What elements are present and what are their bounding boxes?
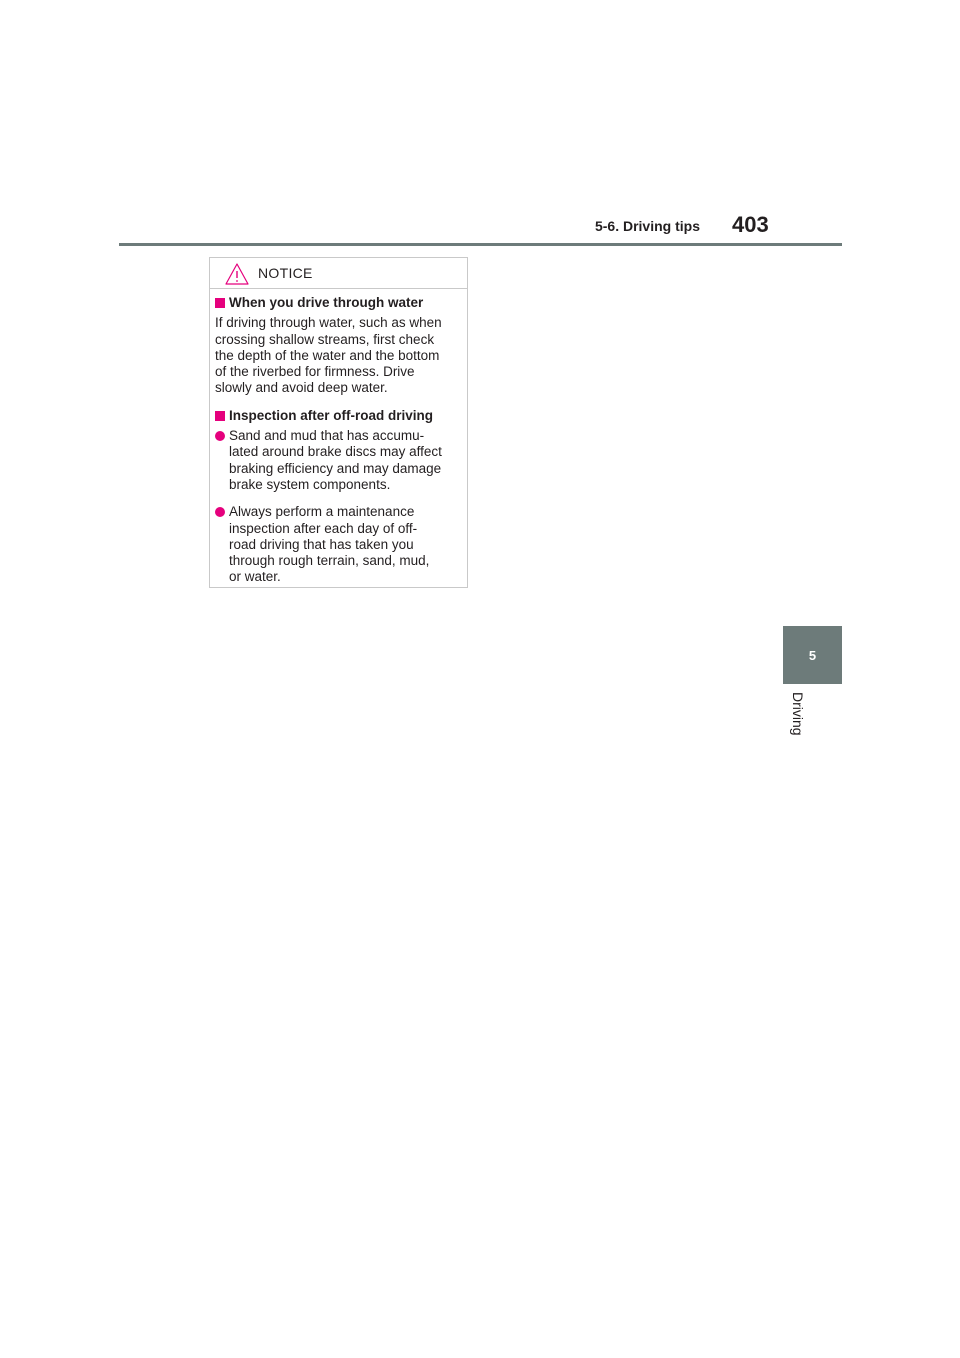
text-line: If driving through water, such as when	[215, 315, 442, 331]
circle-bullet-icon	[215, 507, 225, 517]
notice-box	[209, 257, 468, 588]
bullet-text	[229, 504, 429, 585]
heading-text: When you drive through water	[229, 295, 424, 310]
section-title: 5-6. Driving tips	[594, 218, 700, 234]
square-bullet-icon	[215, 298, 225, 308]
text-line: inspection after each day of off-	[229, 520, 418, 536]
text-line: brake system components.	[229, 476, 391, 492]
notice-title: NOTICE	[258, 265, 313, 281]
text-line: the depth of the water and the bottom	[215, 347, 440, 363]
text-line: or water.	[229, 569, 281, 585]
warning-triangle-icon	[224, 262, 250, 286]
text-line: crossing shallow streams, first check	[215, 331, 435, 347]
heading-text: Inspection after off-road driving	[229, 407, 434, 423]
text-line: road driving that has taken you	[229, 536, 414, 552]
text-line: slowly and avoid deep water.	[215, 380, 388, 396]
section-heading	[215, 408, 461, 424]
page-number: 403	[732, 212, 769, 237]
notice-header	[210, 258, 467, 289]
text-line: through rough terrain, sand, mud,	[229, 553, 430, 569]
text-line: Sand and mud that has accumu-	[229, 428, 425, 444]
bullet-item	[215, 504, 461, 585]
bullet-item	[215, 428, 461, 493]
circle-bullet-icon	[215, 431, 225, 441]
paragraph	[215, 315, 461, 396]
square-bullet-icon	[215, 411, 225, 421]
section-heading	[215, 295, 461, 311]
bullet-text	[229, 428, 442, 493]
text-line: lated around brake discs may affect	[229, 444, 442, 460]
text-line: braking efficiency and may damage	[229, 460, 442, 476]
header-divider	[119, 243, 842, 246]
text-line: of the riverbed for firmness. Drive	[215, 364, 415, 380]
chapter-label: Driving	[790, 692, 806, 736]
notice-body	[210, 289, 467, 586]
chapter-number: 5	[808, 647, 817, 663]
text-line: Always perform a maintenance	[229, 504, 415, 520]
chapter-tab	[783, 626, 842, 684]
